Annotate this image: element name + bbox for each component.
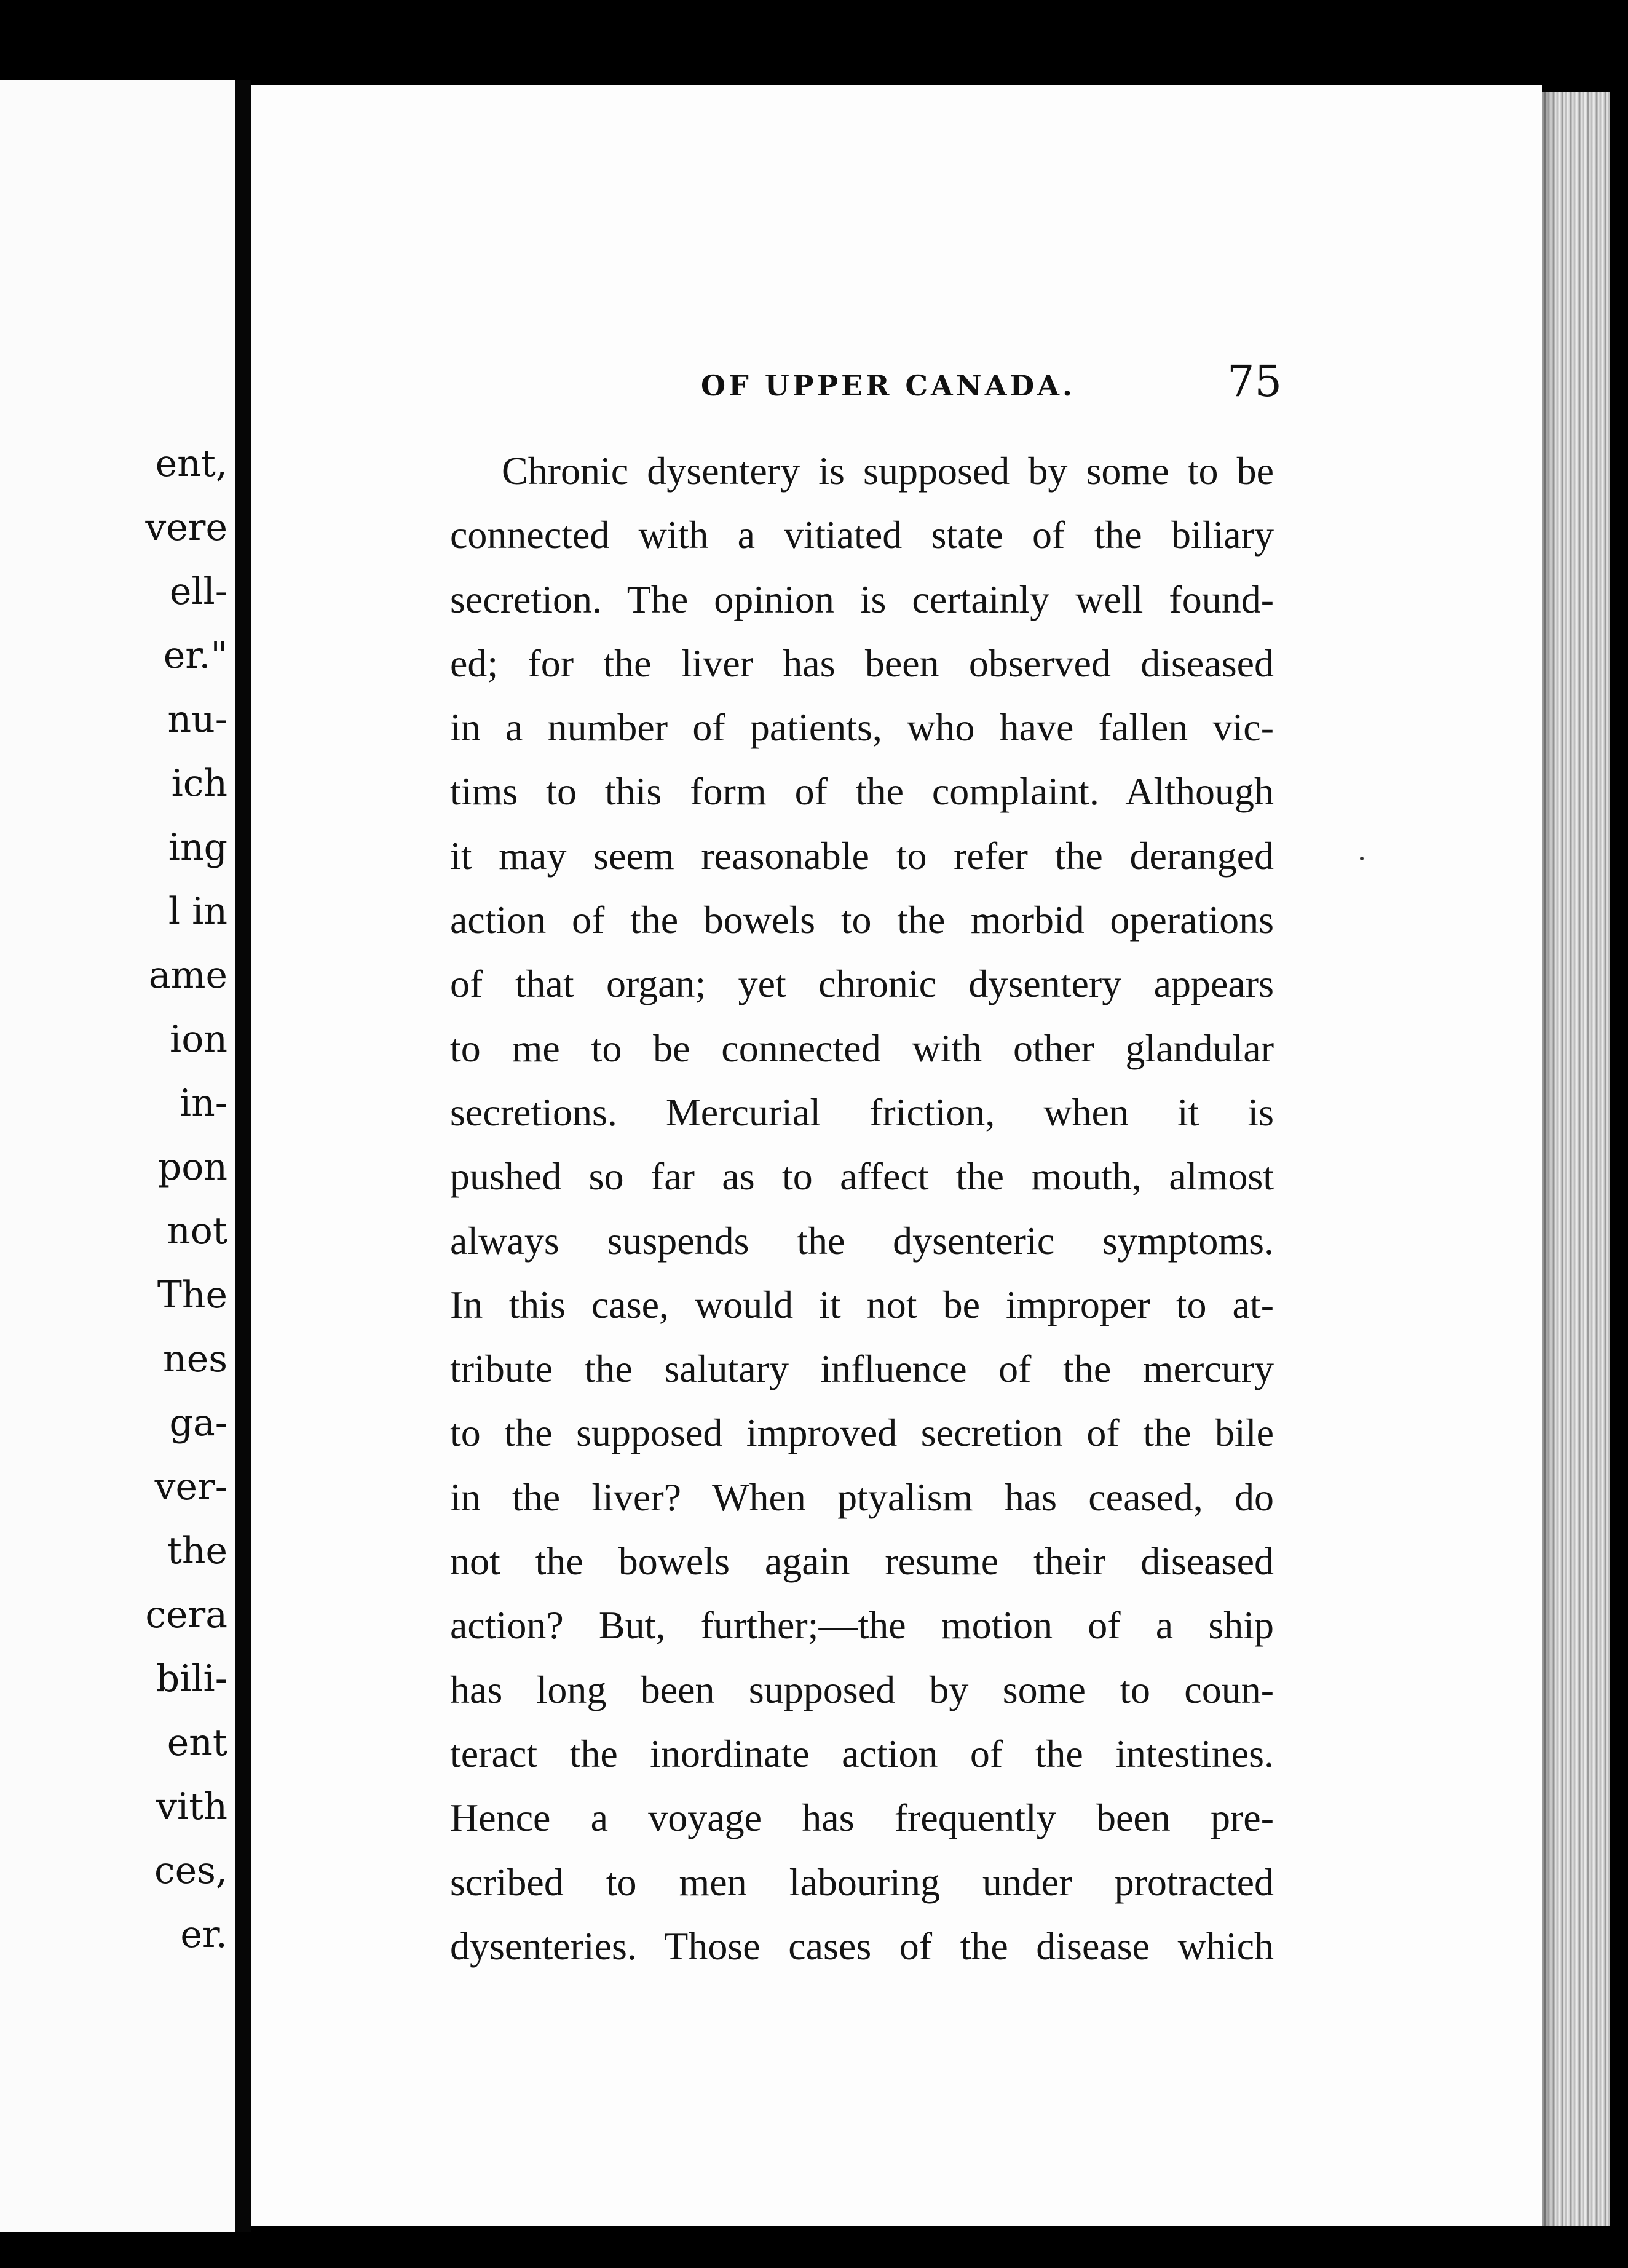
text-line: not the bowels again resume their diseased [450, 1539, 1274, 1584]
left-line: pon [157, 1146, 227, 1189]
text-line: tims to this form of the complaint. Although [450, 769, 1274, 814]
left-line: ces, [154, 1849, 227, 1892]
ink-speck [1360, 857, 1364, 860]
left-page [0, 80, 235, 2232]
left-line: the [167, 1529, 227, 1572]
left-line: ion [170, 1018, 227, 1061]
left-line: cera [145, 1593, 227, 1636]
text-line: of that organ; yet chronic dysentery appears [450, 962, 1274, 1006]
text-line: tribute the salutary influence of the mercury [450, 1347, 1274, 1391]
left-line: ell- [169, 570, 227, 613]
page-number: 75 [1227, 356, 1282, 406]
left-line: ent, [155, 442, 227, 485]
left-line: ame [148, 954, 227, 997]
text-line: it may seem reasonable to refer the deranged [450, 833, 1274, 878]
text-line: has long been supposed by some to coun- [450, 1667, 1274, 1711]
text-line: always suspends the dysenteric symptoms. [450, 1218, 1274, 1263]
book-gutter [235, 80, 251, 2232]
left-line: ing [168, 826, 227, 869]
left-line: vith [156, 1785, 227, 1828]
left-line: nes [163, 1338, 227, 1381]
text-line: to the supposed improved secretion of the bile [450, 1411, 1274, 1455]
left-page-text [6, 432, 227, 1967]
text-line: action? But, further;—the motion of a ship [450, 1603, 1274, 1647]
left-line: ich [171, 762, 227, 805]
left-line: nu- [167, 698, 227, 741]
text-line: pushed so far as to affect the mouth, almost [450, 1154, 1274, 1199]
text-line: action of the bowels to the morbid operations [450, 898, 1274, 942]
left-line: not [167, 1210, 227, 1253]
left-line: The [157, 1274, 227, 1317]
text-line: secretion. The opinion is certainly well found- [450, 577, 1274, 621]
body-text [450, 439, 1274, 1978]
left-line: vere [145, 506, 227, 549]
left-line: in- [179, 1082, 227, 1125]
text-line: Chronic dysentery is supposed by some to be [502, 449, 1274, 493]
text-line: teract the inordinate action of the intestines. [450, 1731, 1274, 1775]
text-line: dysenteries. Those cases of the disease which [450, 1924, 1274, 1968]
text-line: in a number of patients, who have fallen vic- [450, 705, 1274, 750]
left-line: ent [167, 1721, 227, 1764]
text-line: scribed to men labouring under protracted [450, 1860, 1274, 1904]
text-line: Hence a voyage has frequently been pre- [450, 1796, 1274, 1840]
left-line: er. [180, 1913, 227, 1956]
text-line: to me to be connected with other glandular [450, 1026, 1274, 1070]
text-line: In this case, would it not be improper to at- [450, 1282, 1274, 1326]
left-line: ver- [154, 1465, 227, 1509]
left-line: l in [168, 890, 227, 933]
fore-edge-shadow [1542, 92, 1555, 2226]
text-line: in the liver? When ptyalism has ceased, do [450, 1475, 1274, 1519]
left-line: ga- [169, 1402, 227, 1445]
text-line: connected with a vitiated state of the biliary [450, 513, 1274, 557]
left-line: bili- [156, 1657, 227, 1700]
text-line: secretions. Mercurial friction, when it is [450, 1090, 1274, 1134]
text-line: ed; for the liver has been observed diseased [450, 641, 1274, 685]
left-line: er." [163, 634, 227, 677]
running-head: OF UPPER CANADA. [701, 369, 1075, 402]
